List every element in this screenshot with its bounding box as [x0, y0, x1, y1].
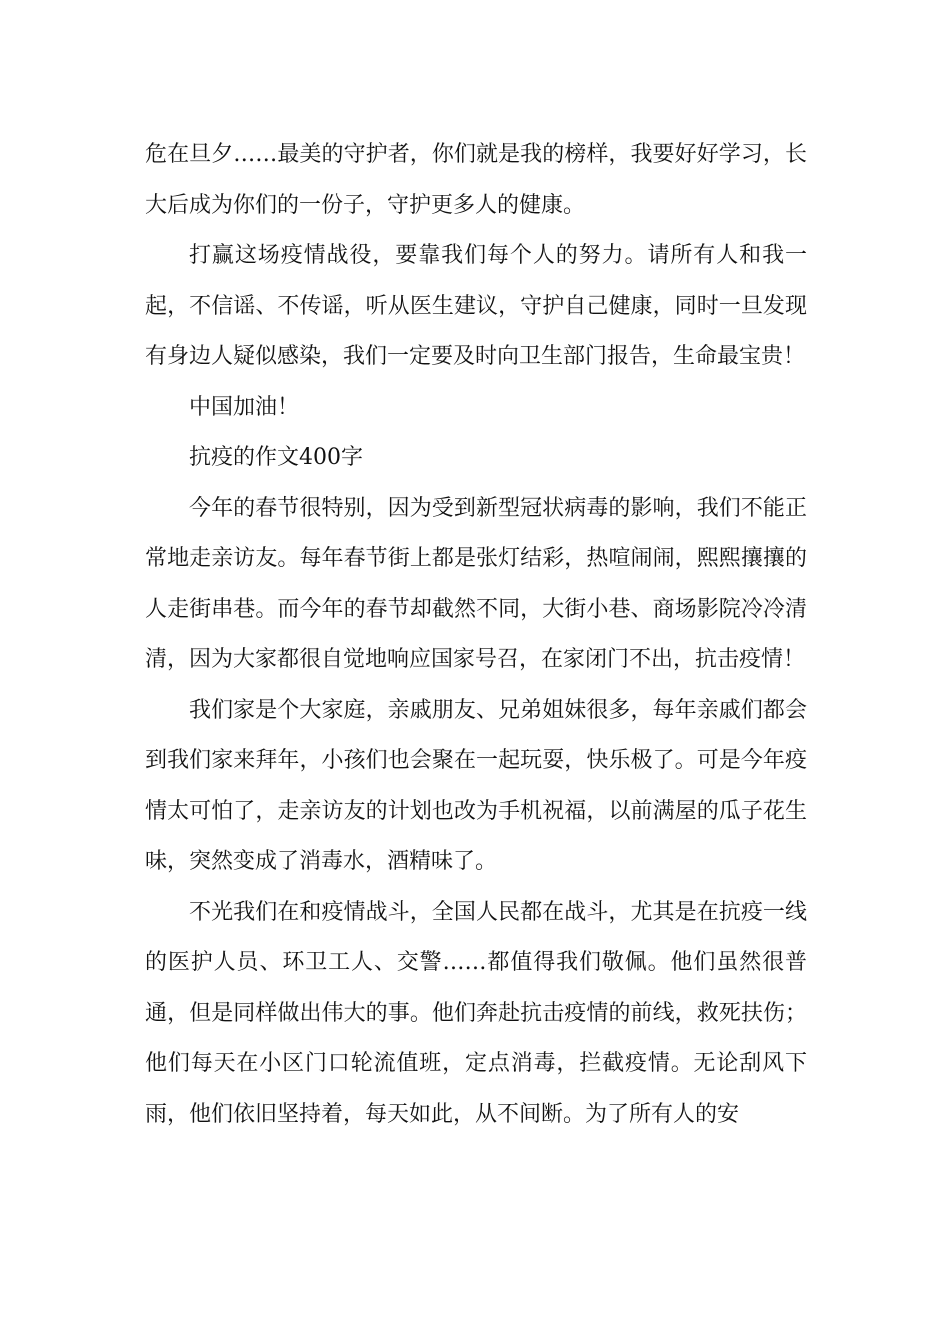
paragraph-slogan: 中国加油！	[189, 394, 300, 420]
paragraph: 不光我们在和疫情战斗，全国人民都在战斗，尤其是在抗疫一线的医护人员、环卫工人、交警……都值得我们敬佩。他们虽然很普通，但是同样做出伟大的事。他们奔赴抗击疫情的前线，救死扶伤；他们每天在小区门口轮流值班，定点消毒，拦截疫情。无论刮风下雨，他们依旧坚持着，每天如此，从不间断。为了所有人的安	[145, 899, 807, 1127]
paragraph: 今年的春节很特别，因为受到新型冠状病毒的影响，我们不能正常地走亲访友。每年春节街上都是张灯结彩，热喧闹闹，熙熙攘攘的人走街串巷。而今年的春节却截然不同，大街小巷、商场影院冷冷清清，因为大家都很自觉地响应国家号召，在家闭门不出，抗击疫情！	[145, 495, 807, 672]
document-body	[145, 130, 807, 1140]
essay-title: 抗疫的作文400字	[189, 445, 363, 470]
paragraph: 打赢这场疫情战役，要靠我们每个人的努力。请所有人和我一起，不信谣、不传谣，听从医生建议，守护自己健康，同时一旦发现有身边人疑似感染，我们一定要及时向卫生部门报告，生命最宝贵！	[145, 243, 807, 369]
paragraph-continued: 危在旦夕……最美的守护者，你们就是我的榜样，我要好好学习，长大后成为你们的一份子，守护更多人的健康。	[145, 142, 807, 218]
paragraph: 我们家是个大家庭，亲戚朋友、兄弟姐妹很多，每年亲戚们都会到我们家来拜年，小孩们也会聚在一起玩耍，快乐极了。可是今年疫情太可怕了，走亲访友的计划也改为手机祝福，以前满屋的瓜子花生味，突然变成了消毒水，酒精味了。	[145, 697, 807, 874]
